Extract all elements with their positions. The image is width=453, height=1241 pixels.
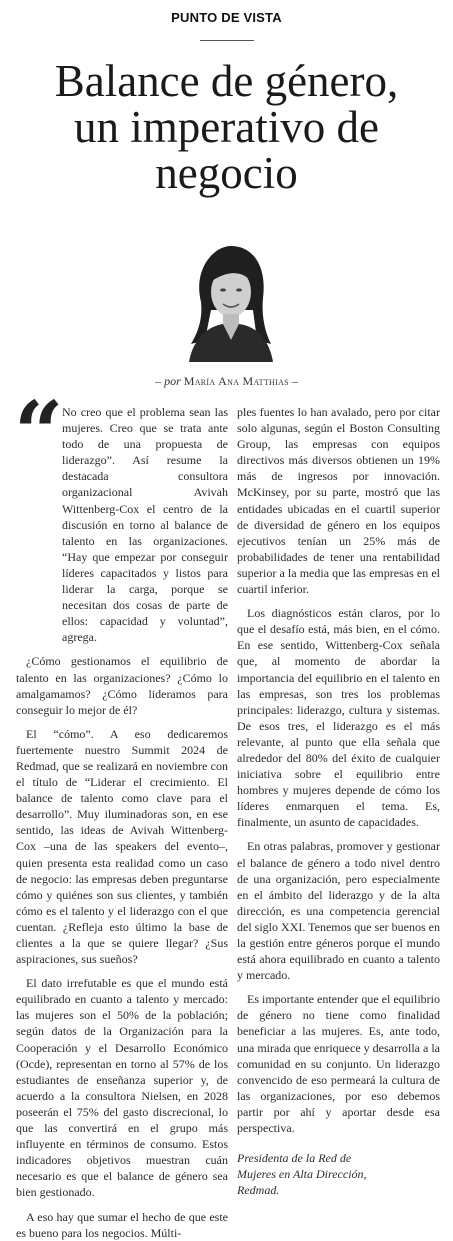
article-column-left bbox=[16, 404, 228, 1241]
article-paragraph-5-start: A eso hay que sumar el hecho de que este es bueno para los negocios. Múlti- bbox=[16, 1209, 228, 1240]
author-signature bbox=[237, 1150, 440, 1198]
headline-line-3: negocio bbox=[155, 148, 298, 198]
article-paragraph-6: Los diagnósticos están claros, por lo que el desafío está, más bien, en el cómo. En ese sentido, Wittenberg-Cox señala que, al momento de abordar la importancia del equilibrio en el talento en las empresas, son tres los problemas principales: liderazgo, cultura y sistemas. De esos tres, el liderazgo es el más relevante, al punto que ella señala que alrededor del 80% del éxito de cualquier iniciativa sobre el equilibrio entre hombres y mujeres depende de cómo los líderes enmarquen el tema. Es, finalmente, un asunto de capacidades. bbox=[237, 606, 440, 830]
article-paragraph-3: El “cómo”. A eso dedicaremos fuertemente nuestro Summit 2024 de Redmad, que se realizará en noviembre con el título de “Liderar el crecimiento. El balance de talento como clave para el desarrollo”. Muy iluminadoras son, en ese sentido, las ideas de Avivah Wittenberg-Cox –una de las speakers del evento–, quien presenta esta realidad como un caso de negocio: las empresas deben preguntarse cómo y quiénes son sus clientes, y también cómo es el talento y el liderazgo con el que cuentan. ¿Refleja esto último la base de clientes a la que se quiere llegar? ¿Sus aspiraciones, sus sueños? bbox=[16, 726, 228, 967]
article-paragraph-4: El dato irrefutable es que el mundo está equilibrado en cuanto a talento y mercado: las mujeres son el 50% de la población; según datos de la Organización para la Cooperación y el Desarrollo Económico (Ocde), representan en torno al 57% de los estudiantes de enseñanza superior y, de acuerdo a la consultora Nielsen, en 2028 poseerán el 75% del gasto discrecional, lo que las convertirá en el grupo más influyente en términos de consumo. Estos indicadores objetivos muestran cuán necesario es que el balance de género sea bien gestionado. bbox=[16, 976, 228, 1200]
section-rule bbox=[200, 40, 254, 41]
byline-prefix: – por bbox=[155, 374, 181, 388]
article-column-right bbox=[237, 404, 440, 1136]
byline-author: María Ana Matthias bbox=[183, 374, 289, 388]
article-paragraph-7: En otras palabras, promover y gestionar el balance de género a todo nivel dentro de una organización, pero especialmente en el ámbito del liderazgo y de la alta dirección, es una competencia gerencial del siglo XXI. Tenemos que ser buenos en la gestión entre géneros porque el mundo está ahora equilibrado en cuanto a talento y mercado. bbox=[237, 839, 440, 983]
byline-suffix: – bbox=[291, 374, 298, 388]
article-paragraph-2: ¿Cómo gestionamos el equilibrio de talento en las organizaciones? ¿Cómo lo amalgamamos? ¿Cómo lideramos para conseguir lo mejor de él? bbox=[16, 654, 228, 717]
author-portrait bbox=[183, 240, 275, 362]
article-paragraph-1: No creo que el problema sean las mujeres. Creo que se trata ante todo de una propuesta de liderazgo”. Así resume la destacada consultora organizacional Avivah Wittenberg-Cox el centro de la discusión en torno al balance de talento en las organizaciones. “Hay que empezar por conseguir líderes capacitados y listos para liderar la carga, porque se necesitan dos cosas de parte de ellos: capacidad y voluntad”, agrega. bbox=[62, 405, 228, 645]
article-paragraph-5-end: ples fuentes lo han avalado, pero por citar solo algunas, según el Boston Consulting Group, las empresas con equipos directivos más diversos obtienen un 19% más de ingresos por innovación. McKinsey, por su parte, mostró que las entidades ubicadas en el cuartil superior de diversidad de género en los equipos ejecutivos tenían un 25% más de probabilidades de tener una rentabilidad superior a la media que las empresas en el cuartil inferior. bbox=[237, 405, 440, 597]
headline-line-1: Balance de género, bbox=[54, 56, 399, 106]
opening-quote-icon: “ bbox=[14, 383, 64, 484]
article-paragraph-8: Es importante entender que el equilibrio de género no tiene como finalidad beneficiar a las mujeres. Es, ante todo, una mirada que enriquece y desarrolla a la comunidad en su conjunto. Un liderazgo convencido de eso permeará la cultura de las organizaciones, por eso debemos partir por ahí y aportar desde esa perspectiva. bbox=[237, 992, 440, 1136]
headline-line-2: un imperativo de bbox=[74, 102, 379, 152]
headline bbox=[10, 58, 443, 196]
signature-line-3: Redmad. bbox=[237, 1183, 280, 1197]
signature-line-1: Presidenta de la Red de bbox=[237, 1151, 352, 1165]
byline bbox=[0, 374, 453, 389]
section-label: PUNTO DE VISTA bbox=[171, 10, 282, 25]
signature-line-2: Mujeres en Alta Dirección, bbox=[237, 1167, 367, 1181]
